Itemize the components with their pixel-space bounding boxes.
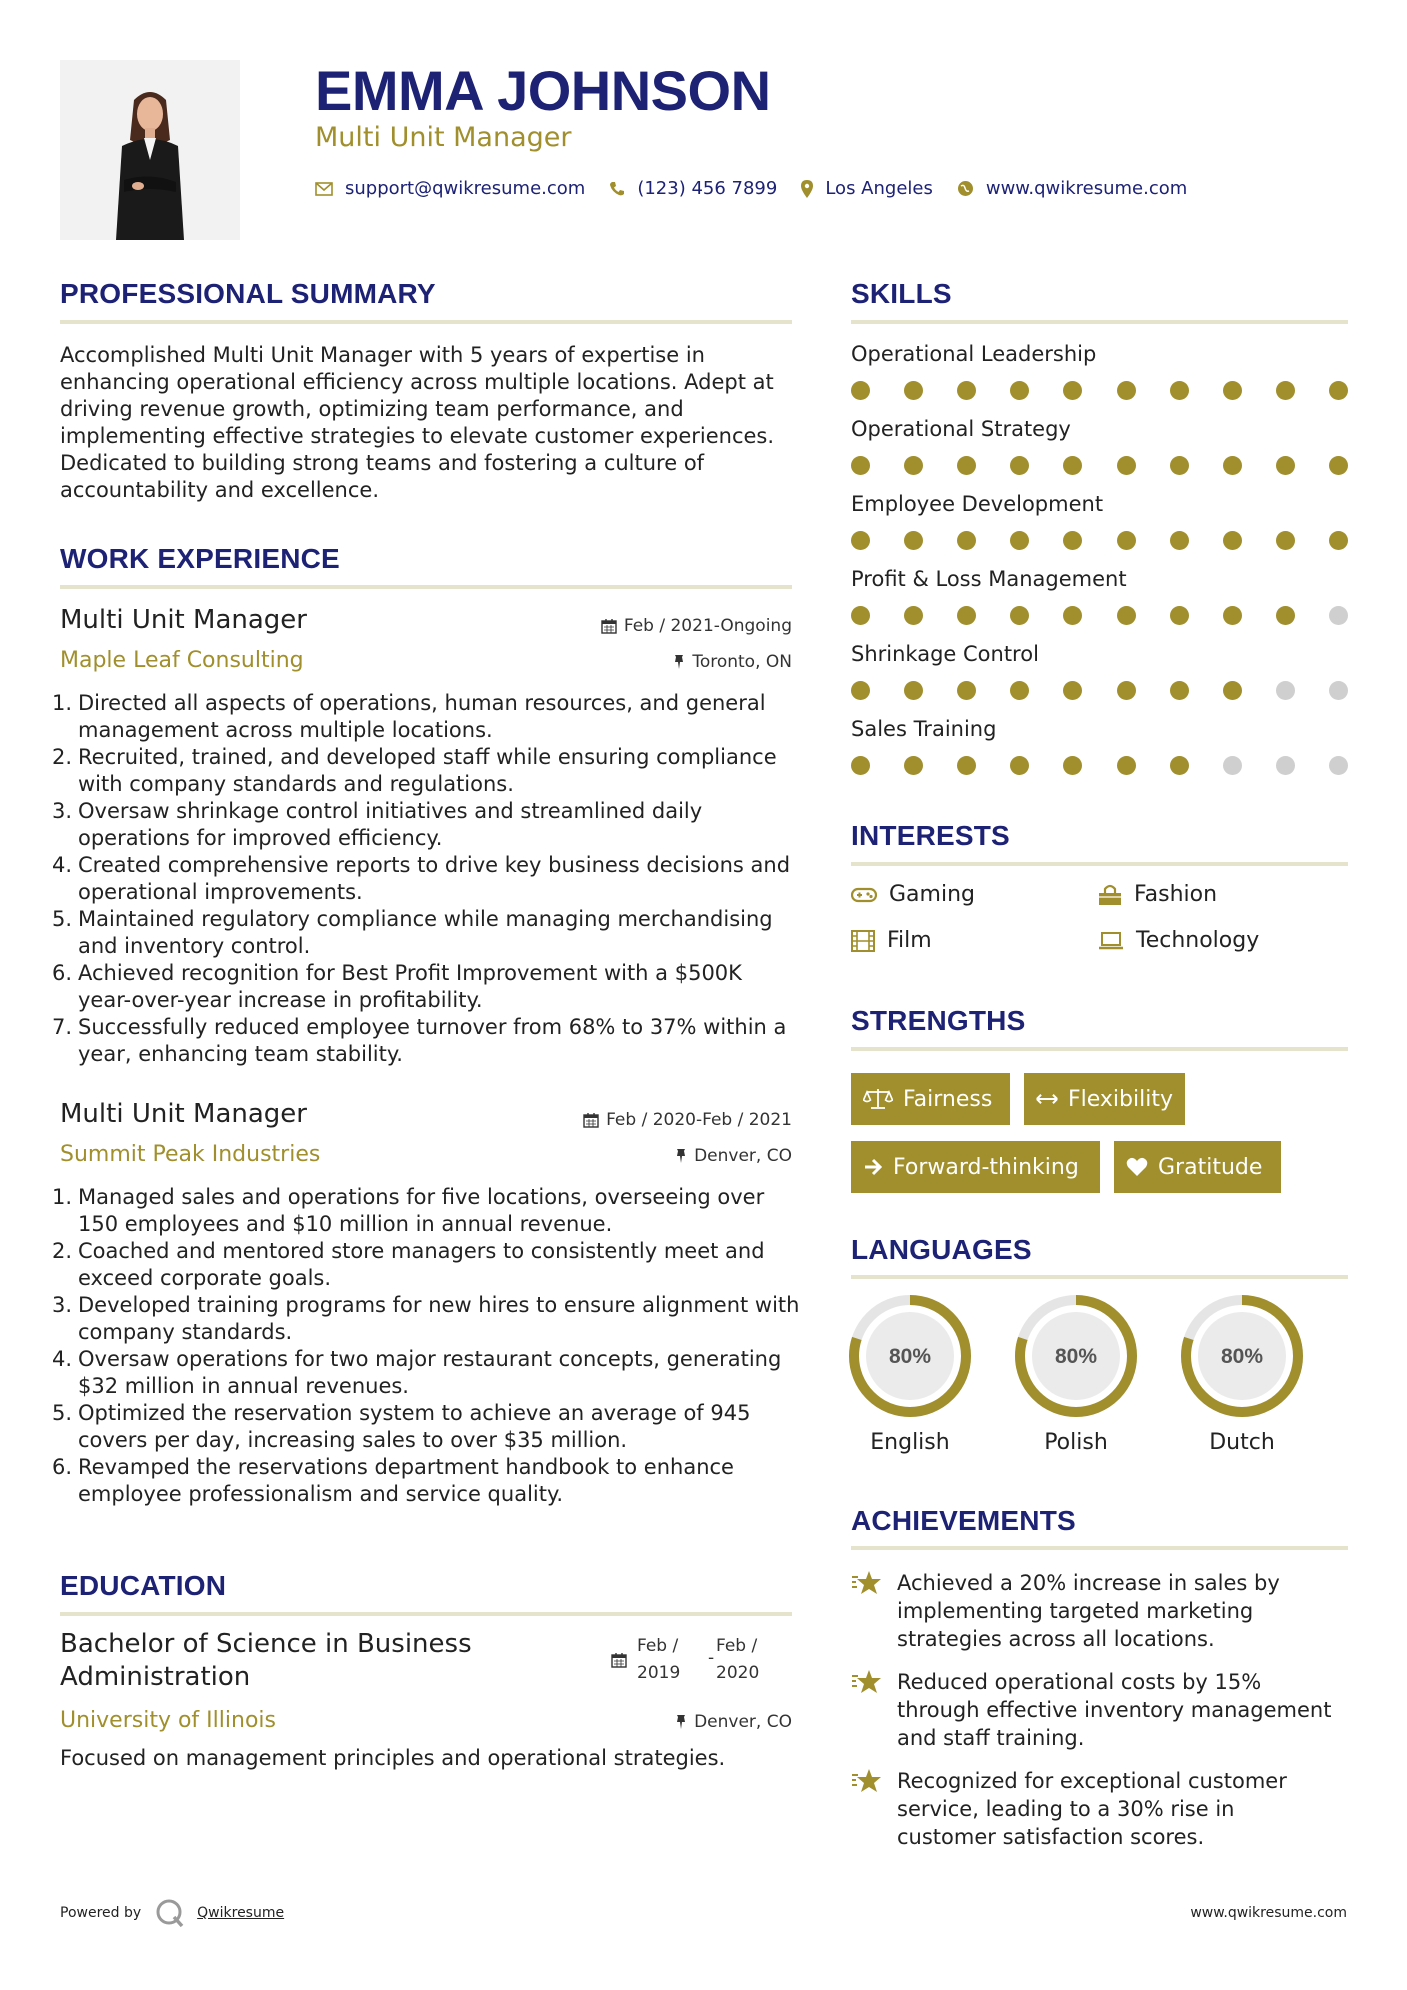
heart-icon (1126, 1157, 1148, 1177)
skill-rating (851, 756, 1348, 776)
skill-dot-filled (1117, 681, 1136, 700)
skill-dot-filled (851, 681, 870, 700)
skill-name: Operational Strategy (851, 417, 1071, 441)
list-item: 2. Coached and mentored store managers to consistently meet and exceed corporate goals. (52, 1239, 765, 1290)
skill-name: Operational Leadership (851, 342, 1097, 366)
list-item: 6. Achieved recognition for Best Profit Improvement with a $500K year-over-year increase in profitability. (52, 961, 742, 1012)
qwikresume-link[interactable]: Qwikresume (197, 1905, 285, 1921)
language-percent: 80% (888, 1345, 932, 1368)
skill-dot-empty (1223, 756, 1242, 775)
job-location (673, 652, 792, 672)
contact-location: Los Angeles (825, 178, 933, 199)
language-gauge (848, 1294, 972, 1418)
edu-location (675, 1712, 792, 1732)
skill-dot-filled (904, 756, 923, 775)
skill-dot-filled (1223, 681, 1242, 700)
skill-dot-filled (1276, 606, 1295, 625)
list-item: 6. Revamped the reservations department handbook to enhance employee professionalism and service quality. (52, 1455, 734, 1506)
skill-name: Sales Training (851, 717, 997, 741)
skill-dot-filled (851, 606, 870, 625)
skill-dot-filled (904, 531, 923, 550)
strengths-heading: STRENGTHS (851, 1005, 1026, 1036)
contact-phone[interactable]: (123) 456 7899 (637, 178, 778, 199)
experience-heading: WORK EXPERIENCE (60, 543, 340, 574)
footer-powered-by (60, 1898, 284, 1928)
job-title: Multi Unit Manager (60, 1099, 307, 1129)
skill-dot-filled (1010, 606, 1029, 625)
candidate-name: EMMA JOHNSON (315, 59, 771, 122)
skill-name: Profit & Loss Management (851, 567, 1127, 591)
list-item: 4. Oversaw operations for two major restaurant concepts, generating $32 million in annual revenues. (52, 1347, 782, 1398)
job-duties-list (52, 690, 800, 1068)
education-heading: EDUCATION (60, 1570, 227, 1601)
skills-rule (851, 320, 1348, 324)
gamepad-icon (851, 887, 877, 903)
skill-dot-filled (1170, 456, 1189, 475)
strength-chip: Fairness (851, 1073, 1010, 1125)
skill-dot-filled (1117, 531, 1136, 550)
school-name: University of Illinois (60, 1708, 276, 1733)
skill-dot-empty (1276, 681, 1295, 700)
skill-dot-empty (1329, 681, 1348, 700)
skill-dot-filled (1117, 381, 1136, 400)
pushpin-icon (673, 654, 685, 670)
skill-dot-filled (1170, 381, 1189, 400)
skill-dot-filled (904, 681, 923, 700)
skill-dot-filled (1223, 606, 1242, 625)
skill-rating (851, 681, 1348, 701)
candidate-title: Multi Unit Manager (315, 122, 572, 153)
skill-dot-filled (1223, 381, 1242, 400)
calendar-icon (601, 618, 617, 634)
edu-date-dash: - (708, 1648, 715, 1668)
interests-rule (851, 862, 1348, 866)
skill-dot-filled (1329, 381, 1348, 400)
skill-dot-filled (957, 531, 976, 550)
interest-item: Technology (1098, 928, 1259, 953)
calendar-icon (583, 1112, 599, 1128)
skill-dot-filled (904, 606, 923, 625)
balance-scale-icon (863, 1088, 893, 1110)
job-date (583, 1110, 792, 1130)
achievement-item: Recognized for exceptional customer service, leading to a 30% rise in customer satisfaction scores. (851, 1767, 1348, 1851)
job-duties-list (52, 1184, 800, 1508)
language-name: Polish (1044, 1430, 1108, 1455)
pushpin-icon (675, 1148, 687, 1164)
skill-dot-filled (1170, 531, 1189, 550)
edu-end-date: Feb / 2020 (716, 1636, 760, 1683)
summary-heading: PROFESSIONAL SUMMARY (60, 278, 436, 309)
contact-email[interactable]: support@qwikresume.com (345, 178, 586, 199)
bag-icon (1098, 884, 1122, 906)
skill-dot-filled (1329, 456, 1348, 475)
skill-dot-filled (957, 681, 976, 700)
skill-dot-filled (1223, 531, 1242, 550)
skill-dot-filled (904, 456, 923, 475)
list-item: 5. Maintained regulatory compliance while managing merchandising and inventory control. (52, 907, 773, 958)
skill-dot-filled (1170, 606, 1189, 625)
arrows-h-icon (1036, 1092, 1058, 1106)
skill-dot-filled (1223, 456, 1242, 475)
skill-rating (851, 606, 1348, 626)
list-item: 1. Managed sales and operations for five locations, overseeing over 150 employees and $10 million in annual revenue. (52, 1185, 765, 1236)
languages-rule (851, 1275, 1348, 1279)
strengths-rule (851, 1047, 1348, 1051)
summary-rule (60, 320, 792, 324)
edu-location-text: Denver, CO (694, 1712, 792, 1732)
interest-item: Fashion (1098, 882, 1217, 907)
skill-dot-filled (957, 381, 976, 400)
skill-dot-filled (1010, 381, 1029, 400)
skill-dot-filled (1063, 456, 1082, 475)
languages-heading: LANGUAGES (851, 1234, 1032, 1265)
achievements-rule (851, 1546, 1348, 1550)
edu-start-date: Feb / 2019 (637, 1636, 681, 1683)
star-icon (851, 1668, 885, 1696)
list-item: 4. Created comprehensive reports to drive key business decisions and operational improvements. (52, 853, 791, 904)
skill-dot-filled (1063, 606, 1082, 625)
skill-dot-filled (1276, 381, 1295, 400)
job-date (601, 616, 792, 636)
education-rule (60, 1612, 792, 1616)
map-marker-icon (801, 180, 813, 198)
strength-chip: Flexibility (1024, 1073, 1185, 1125)
list-item: 7. Successfully reduced employee turnover from 68% to 37% within a year, enhancing team stability. (52, 1015, 787, 1066)
list-item: 2. Recruited, trained, and developed staff while ensuring compliance with company standards and regulations. (52, 745, 777, 796)
skill-dot-filled (957, 456, 976, 475)
skill-rating (851, 381, 1348, 401)
phone-icon (609, 181, 625, 197)
skill-rating (851, 531, 1348, 551)
interests-heading: INTERESTS (851, 820, 1010, 851)
job-location-text: Denver, CO (694, 1146, 792, 1166)
powered-by-label: Powered by (60, 1905, 142, 1921)
experience-rule (60, 585, 792, 589)
degree-title: Bachelor of Science in Business Administration (60, 1629, 472, 1692)
skill-dot-filled (1170, 756, 1189, 775)
skill-dot-filled (851, 456, 870, 475)
skill-dot-filled (851, 531, 870, 550)
skill-dot-filled (1010, 456, 1029, 475)
arrow-right-icon (863, 1158, 883, 1176)
footer-website[interactable]: www.qwikresume.com (1190, 1905, 1347, 1921)
job-location-text: Toronto, ON (692, 652, 792, 672)
job-title: Multi Unit Manager (60, 605, 307, 635)
skill-dot-filled (1063, 681, 1082, 700)
company-name: Summit Peak Industries (60, 1142, 321, 1167)
skill-rating (851, 456, 1348, 476)
language-percent: 80% (1054, 1345, 1098, 1368)
laptop-icon (1098, 931, 1124, 951)
skill-dot-filled (1010, 531, 1029, 550)
list-item: 3. Oversaw shrinkage control initiatives and streamlined daily operations for improved efficiency. (52, 799, 703, 850)
edu-description: Focused on management principles and operational strategies. (60, 1746, 726, 1770)
language-gauge (1180, 1294, 1304, 1418)
pushpin-icon (675, 1714, 687, 1730)
skill-dot-filled (957, 606, 976, 625)
profile-photo (60, 60, 240, 240)
skill-dot-filled (904, 381, 923, 400)
skill-dot-filled (1329, 531, 1348, 550)
star-icon (851, 1569, 885, 1597)
skills-heading: SKILLS (851, 278, 952, 309)
skill-dot-filled (1117, 606, 1136, 625)
strength-chip: Forward-thinking (851, 1141, 1100, 1193)
skill-dot-filled (851, 381, 870, 400)
envelope-icon (315, 182, 333, 196)
skill-dot-filled (1117, 756, 1136, 775)
achievements-heading: ACHIEVEMENTS (851, 1505, 1076, 1536)
achievement-item: Reduced operational costs by 15% through effective inventory management and staff training. (851, 1668, 1348, 1752)
skill-dot-filled (1276, 531, 1295, 550)
language-percent: 80% (1220, 1345, 1264, 1368)
skill-dot-filled (1063, 756, 1082, 775)
contact-bar (315, 178, 1211, 199)
skill-dot-filled (1010, 681, 1029, 700)
language-name: English (870, 1430, 950, 1455)
contact-website[interactable]: www.qwikresume.com (985, 178, 1188, 199)
qwikresume-logo-icon (155, 1898, 185, 1928)
company-name: Maple Leaf Consulting (60, 648, 304, 673)
summary-text: Accomplished Multi Unit Manager with 5 years of expertise in enhancing operational efficiency across multiple locations. Adept at driving revenue growth, optimizing team performance, and implementing effective strategies to elevate customer experiences. Dedicated to building strong teams and fostering a culture of accountability and excellence. (60, 343, 775, 502)
skill-name: Employee Development (851, 492, 1104, 516)
calendar-icon (611, 1652, 627, 1668)
list-item: 1. Directed all aspects of operations, human resources, and general management across multiple locations. (52, 691, 766, 742)
interest-item: Film (851, 928, 932, 953)
skill-dot-filled (1117, 456, 1136, 475)
interest-item: Gaming (851, 882, 975, 907)
strength-chip: Gratitude (1114, 1141, 1281, 1193)
star-icon (851, 1767, 885, 1795)
list-item: 5. Optimized the reservation system to achieve an average of 945 covers per day, increasing sales to over $35 million. (52, 1401, 751, 1452)
achievement-item: Achieved a 20% increase in sales by implementing targeted marketing strategies across all locations. (851, 1569, 1348, 1653)
language-name: Dutch (1209, 1430, 1275, 1455)
skill-dot-filled (1063, 531, 1082, 550)
skill-dot-filled (851, 756, 870, 775)
skill-dot-empty (1276, 756, 1295, 775)
film-icon (851, 930, 875, 952)
job-location (675, 1146, 792, 1166)
skill-dot-filled (1276, 456, 1295, 475)
list-item: 3. Developed training programs for new hires to ensure alignment with company standards. (52, 1293, 800, 1344)
skill-name: Shrinkage Control (851, 642, 1039, 666)
skill-dot-empty (1329, 756, 1348, 775)
skill-dot-empty (1329, 606, 1348, 625)
job-date-text: Feb / 2020-Feb / 2021 (606, 1110, 792, 1130)
skill-dot-filled (1063, 381, 1082, 400)
skill-dot-filled (1170, 681, 1189, 700)
language-gauge (1014, 1294, 1138, 1418)
skill-dot-filled (957, 756, 976, 775)
job-date-text: Feb / 2021-Ongoing (623, 616, 792, 636)
globe-icon (957, 180, 974, 197)
skill-dot-filled (1010, 756, 1029, 775)
